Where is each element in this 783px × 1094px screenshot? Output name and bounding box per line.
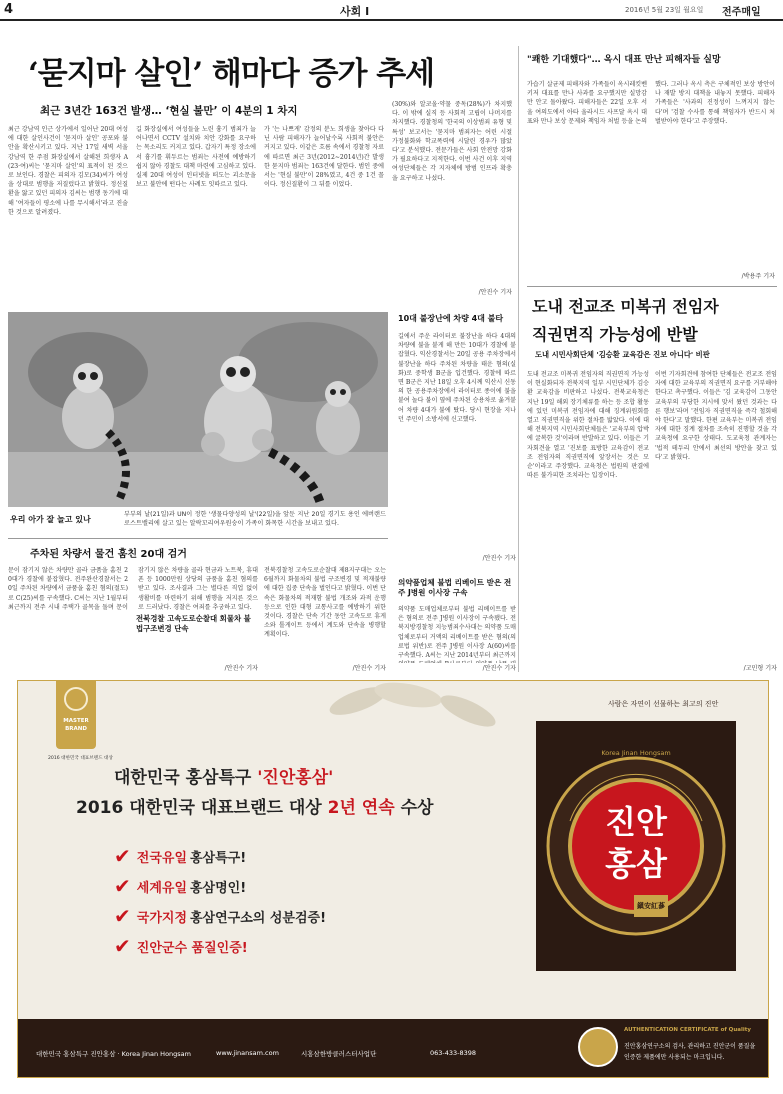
main-headline: ‘묻지마 살인’ 해마다 증가 추세 bbox=[28, 56, 435, 92]
photo-caption-text: 부부의 날(21일)과 UN이 정한 '생물다양성의 날'(22일)을 앞둔 지난 20일 경기도 용인 에버랜드 로스트밸리에 살고 있는 알락꼬리여우원숭이 가족이 화목한 시간을 보내고 있다. bbox=[124, 511, 386, 528]
product-seal: 鎭安紅蔘 bbox=[634, 895, 668, 917]
ad-bullet-list bbox=[114, 841, 326, 961]
product-box bbox=[536, 721, 736, 971]
main-byline: /안진수 기자 bbox=[478, 289, 512, 296]
main-body-col-4: (30%)와 알코올·약물 중독(28%)가 차지했다. 이 밖에 실직 등 사회적 고립이 나머지를 차지했다. 경찰청의 '한국의 이상범죄 유형 및 특성' 보고서는 '묻지마 범죄자는 어린 시절 가정불화와 학교폭력에 시달린 경우가 많았다'고 분석했다. 전문가들은 사회 안전망 강화가 필요하다고 지적한다. 이번 사건 이후 지역 여성단체들은 각 지자체에 방범 인프라 확충을 요구하고 나섰다. bbox=[392, 101, 512, 182]
side-top-rule bbox=[527, 286, 777, 287]
check-icon: ✔ bbox=[114, 934, 131, 958]
paper-name: 전주매일 bbox=[722, 7, 761, 18]
badge-circle-icon bbox=[64, 687, 88, 711]
footer-org: 시홍삼한방클러스터사업단 bbox=[301, 1050, 377, 1058]
bullet-rest: 홍삼연구소의 성분검증! bbox=[190, 910, 327, 926]
bullet-rest: 진안군수 품질인증! bbox=[136, 940, 248, 956]
product-name-line-1: 진안 bbox=[605, 803, 667, 841]
cert-mark-icon bbox=[578, 1027, 618, 1067]
page-number: 4 bbox=[4, 2, 14, 17]
side-subheadline: 도내 시민사회단체 '김승환 교육감은 진보 아니다' 비판 bbox=[535, 350, 710, 359]
check-icon: ✔ bbox=[114, 874, 131, 898]
master-brand-badge bbox=[56, 681, 96, 749]
side-headline-1: 도내 전교조 미복귀 전임자 bbox=[532, 297, 719, 316]
footer-phone: 063-433-8398 bbox=[430, 1049, 477, 1057]
header-rule bbox=[0, 19, 783, 21]
ad-headline2-pre: 2016 대한민국 대표브랜드 대상 bbox=[76, 798, 322, 818]
check-icon: ✔ bbox=[114, 844, 131, 868]
main-body-col-3: 가 '는 나쁘게' 감정의 분노 희생을 찾아다 다닌 사람 피해자가 늘어날수록 사회적 불안은 커지고 있다. 이같은 흐름 속에서 경찰청 자료에 따르면 최근 3년(2012~2014년)간 발생한 묻지마 범죄는 163건에 달한다. 범인 중에서는 '현실 불만'이 28%였고, 4건 중 1건 꼴이다. 정신질환이 그 뒤를 이었다. bbox=[264, 126, 384, 189]
ad-headline2-mid: 2년 연속 bbox=[327, 798, 395, 818]
ad-bullet-2 bbox=[114, 871, 326, 901]
cert-line-1: 진안홍삼연구소의 검사, 관리하고 진안군이 품질을 bbox=[624, 1043, 756, 1050]
side-body-left: 도내 전교조 미복귀 전임자의 직권면직 가능성이 현실화되자 전북지역 일부 시민단체가 김승환 교육감을 비판하고 나섰다. 전북교육청은 지난 19일 해외 장기체류를 하는 등 조합 활동에 있던 미복귀 전임자에 대해 징계위원회를 열고 직권면직을 위한 절차를 밟았다. 이에 대해 전북지역 시민사회단체들은 '교육부의 압박에 굴복한 것'이라며 반발하고 있다. 이들은 기자회견을 열고 '진보를 표방한 교육감이 전교조 전임자의 직권면직에 앞장서는 것은 모순'이라고 주장했다. 교육청은 법원의 판결에 따른 불가피한 조치라는 입장이다. bbox=[527, 371, 649, 480]
brief-headline-2: 의약품업체 불법 리베이트 받은 전주 J병원 이사장 구속 bbox=[398, 578, 512, 597]
side-byline: /고민형 기자 bbox=[743, 665, 777, 672]
photo-caption-title: 우리 아가 잘 놀고 있나 bbox=[10, 515, 91, 524]
brief-body-1: 길에서 주운 라이터로 불장난을 하다 4대의 차량에 불을 붙게 해 만든 10대가 경찰에 붙잡혔다. 익산경찰서는 20일 공용 주차장에서 불장난을 하다 주차된 차량을 태운 혐의(실화)로 중학생 B군을 입건했다. 경찰에 따르면 B군은 지난 18일 오후 4시께 익산시 신동의 한 공용주차장에서 라이터로 종이에 불을 붙여 놀다 불이 옆에 주차된 승용차로 옮겨붙어 차량 4대가 불에 탔다. 당시 현장을 지나던 주민이 소방서에 신고했다. bbox=[398, 333, 516, 423]
ad-headline-1 bbox=[114, 763, 333, 788]
footer-url: www.jinansam.com bbox=[216, 1049, 279, 1057]
lemur-photo-svg bbox=[8, 312, 388, 507]
ad-bullet-4 bbox=[114, 931, 326, 961]
column-divider-2 bbox=[518, 292, 519, 672]
ad-tagline: 사람은 자연이 선물하는 최고의 진안 bbox=[608, 700, 719, 708]
check-icon: ✔ bbox=[114, 904, 131, 928]
brief-headline-4: 전북경찰 고속도로순찰대 회물차 불법구조변경 단속 bbox=[136, 614, 251, 633]
brief-headline-1: 10대 불장난에 차량 4대 불타 bbox=[398, 314, 504, 323]
brief-body-3: 문이 잠기지 않은 차량만 골라 금품을 훔친 20대가 경찰에 붙잡혔다. 전주완산경찰서는 20일 주차된 차량에서 금품을 훔친 혐의(절도)로 C(25)씨를 구속했다. C씨는 지난 1월부터 최근까지 전주 시내 주택가 골목을 돌며 문이 잠기지 않은 차량을 골라 현금과 노트북, 휴대폰 등 1000만원 상당의 금품을 훔친 혐의를 받고 있다. 조사결과 그는 별다른 직업 없이 생활비를 마련하기 위해 범행을 저지른 것으로 드러났다. 경찰은 여죄를 추궁하고 있다. bbox=[8, 567, 258, 611]
bullet-rest: 홍삼명인! bbox=[190, 880, 247, 896]
issue-date: 2016년 5월 23일 월요일 bbox=[625, 6, 704, 14]
ad-footer bbox=[18, 1019, 768, 1077]
ad-bullet-3 bbox=[114, 901, 326, 931]
ad-bullet-1 bbox=[114, 841, 326, 871]
ad-headline-2 bbox=[76, 793, 433, 818]
bullet-rest: 홍삼특구! bbox=[190, 850, 247, 866]
ad-headline-brand: '진안홍삼' bbox=[257, 768, 334, 788]
cert-line-2: 인증한 제품에만 사용되는 마크입니다. bbox=[624, 1054, 725, 1061]
footer-company: 대한민국 홍삼특구 진안홍삼 · Korea Jinan Hongsam bbox=[36, 1050, 191, 1058]
badge-text: MASTER BRAND bbox=[63, 718, 89, 732]
brief-byline-4: /안진수 기자 bbox=[352, 665, 386, 672]
main-body-col-1: 최근 강남역 인근 상가에서 일어난 20대 여성에 대한 살인사건이 '묻지마 살인' 공포와 불안을 확산시키고 있다. 지난 17일 새벽 서울 강남역 한 주점 화장실에서 살해된 희생자 A(23·여)씨는 '묻지마 살인'의 표적이 된 것으로 보인다. 경찰은 피의자 김모(34)씨가 여성을 상대로 범행을 저질렀다고 밝혔다. 정신질환을 앓고 있던 피의자 김씨는 범행 동기에 대해 '여자들이 평소에 나를 무시해서'라고 진술한 것으로 알려졌다. bbox=[8, 126, 128, 216]
bullet-highlight: 국가지정 bbox=[136, 910, 187, 926]
hongsam-ad bbox=[17, 680, 769, 1078]
right-body: 가습기 살균제 피해자와 가족들이 옥시레킷벤키저 대표를 만나 사과를 요구했지만 실망감만 안고 돌아왔다. 피해자들은 22일 오후 서울 여의도에서 아타 울라시드 사프달 옥시 대표와 만나 보상 문제와 책임자 처벌 등을 논의했다. 그러나 옥시 측은 구체적인 보상 방안이나 재발 방지 대책을 내놓지 못했다. 피해자 가족들은 '사과의 진정성이 느껴지지 않는다'며 '검찰 수사를 통해 책임자가 반드시 처벌받아야 한다'고 주장했다. bbox=[527, 81, 775, 125]
brief-byline-3: /안진수 기자 bbox=[224, 665, 258, 672]
side-headline-2: 직권면직 가능성에 반발 bbox=[532, 325, 698, 344]
right-headline: "쾌한 기대했다"… 옥시 대표 만난 피해자들 실망 bbox=[527, 55, 721, 65]
cert-title: AUTHENTICATION CERTIFICATE of Quality bbox=[624, 1027, 751, 1033]
main-body-col-2: 길 화장실에서 여성들을 노린 흉기 범죄가 늘어나면서 CCTV 설치와 치안 강화를 요구하는 목소리도 커지고 있다. 갑자기 특정 장소에서 흉기를 휘두르는 범죄는 사전에 예방하기 쉽지 않아 경찰도 대책 마련에 고심하고 있다. 실제 20대 여성이 인터넷을 떠도는 괴소문을 보고 불안에 떤다는 사례도 잇따르고 있다. bbox=[136, 126, 256, 189]
brief-body-4: 전북경찰청 고속도로순찰대 제8지구대는 오는 6월까지 화물차의 불법 구조변경 및 적재불량에 대한 집중 단속을 벌인다고 밝혔다. 이번 단속은 화물차의 적재함 불법 개조와 과적 운행 등으로 인한 대형 교통사고를 예방하기 위한 것이다. 경찰은 단속 기간 동안 고속도로 휴게소와 톨게이트 등에서 계도와 단속을 병행할 계획이다. bbox=[264, 567, 386, 639]
ad-headline-prefix: 대한민국 홍삼특구 bbox=[114, 768, 252, 788]
leaf-decor bbox=[318, 681, 518, 771]
right-byline: /박용주 기자 bbox=[741, 273, 775, 280]
brief-body-2: 의약품 도매업체로부터 불법 리베이트를 받은 혐의로 전주 J병원 이사장이 구속됐다. 전북지방경찰청 지능범죄수사대는 의약품 도매업체로부터 거액의 리베이트를 받은 혐의(의료법 위반)로 전주 J병원 이사장 A(60)씨를 구속했다. A씨는 지난 2014년부터 최근까지 bbox=[398, 606, 516, 660]
section-title: 사회 I bbox=[340, 5, 370, 18]
lemur-photo bbox=[8, 312, 388, 507]
main-subheadline: 최근 3년간 163건 발생… ‘현실 불만’ 이 4분의 1 차지 bbox=[40, 105, 298, 117]
brief-rule-3 bbox=[8, 538, 388, 539]
side-body-right: 이번 기자회견에 참여한 단체들은 전교조 전임자에 대한 교육부의 직권면직 요구를 거부해야 한다고 촉구했다. 이들은 '김 교육감이 그동안 교육부의 부당한 지시에 맞서 왔던 것과는 다른 행보'라며 '전임자 직권면직을 즉각 철회해야 한다'고 말했다. 한편 교육부는 미복귀 전임자에 대한 징계 절차를 조속히 진행할 것을 각 교육청에 요구한 상태다. 도교육청 관계자는 '법적 테두리 안에서 최선의 방안을 찾고 있다'고 밝혔다. bbox=[655, 371, 777, 461]
brief-byline-2: /안진수 기자 bbox=[482, 665, 516, 672]
bullet-highlight: 세계유일 bbox=[136, 880, 187, 896]
product-name-line-2: 홍삼 bbox=[605, 845, 667, 883]
brief-headline-3: 주차된 차량서 물건 훔친 20대 검거 bbox=[30, 549, 187, 560]
award-strip: 2016 대한민국 대표브랜드 대상 bbox=[48, 756, 113, 761]
bullet-highlight: 전국유일 bbox=[136, 850, 187, 866]
ad-headline2-post: 수상 bbox=[400, 798, 434, 818]
product-arch-text: Korea Jinan Hongsam bbox=[601, 749, 671, 757]
brief-byline-1: /안진수 기자 bbox=[482, 555, 516, 562]
